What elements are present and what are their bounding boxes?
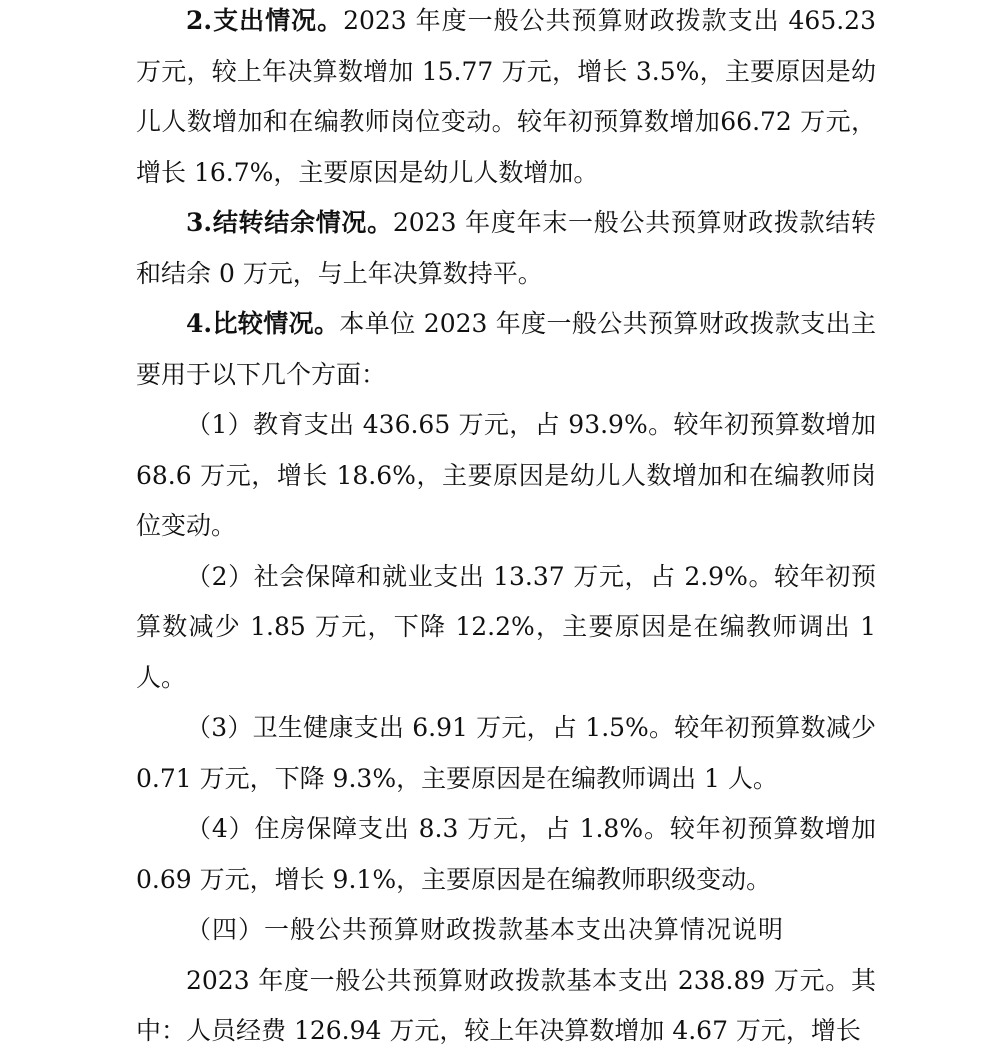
paragraph-comparison: [136, 299, 876, 400]
paragraph-housing: （4）住房保障支出 8.3 万元，占 1.8%。较年初预算数增加0.69 万元，增长 9.1%，主要原因是在编教师职级变动。: [136, 814, 876, 894]
section-heading: （四）一般公共预算财政拨款基本支出决算情况说明: [186, 915, 785, 944]
paragraph-expenditure: [136, 0, 876, 198]
paragraph-health: （3）卫生健康支出 6.91 万元，占 1.5%。较年初预算数减少 0.71 万元，下降 9.3%，主要原因是在编教师调出 1 人。: [136, 713, 876, 793]
paragraph-lead: 3.结转结余情况。: [186, 208, 393, 237]
paragraph-carryover: [136, 198, 876, 299]
paragraph-social-security: （2）社会保障和就业支出 13.37 万元，占 2.9%。较年初预算数减少 1.85 万元，下降 12.2%，主要原因是在编教师调出 1 人。: [136, 561, 876, 692]
paragraph-basic-expenditure: 2023 年度一般公共预算财政拨款基本支出 238.89 万元。其中：人员经费 126.94 万元，较上年决算数增加 4.67 万元，增长: [136, 965, 876, 1045]
paragraph-lead: 4.比较情况。: [186, 309, 340, 338]
paragraph-text: 2023 年度一般公共预算财政拨款支出 465.23 万元，较上年决算数增加 15.77 万元，增长 3.5%，主要原因是幼儿人数增加和在编教师岗位变动。较年初预算数增加66.72 万元，增长 16.7%，主要原因是幼儿人数增加。: [136, 6, 876, 187]
paragraph-text: 本单位 2023 年度一般公共预算财政拨款支出主要用于以下几个方面：: [136, 309, 876, 389]
paragraph-lead: 2.支出情况。: [186, 6, 344, 35]
paragraph-text: 2023 年度年末一般公共预算财政拨款结转和结余 0 万元，与上年决算数持平。: [136, 208, 876, 288]
paragraph-education: （1）教育支出 436.65 万元，占 93.9%。较年初预算数增加68.6 万元，增长 18.6%，主要原因是幼儿人数增加和在编教师岗位变动。: [136, 410, 876, 540]
document-page: [136, 0, 876, 1057]
